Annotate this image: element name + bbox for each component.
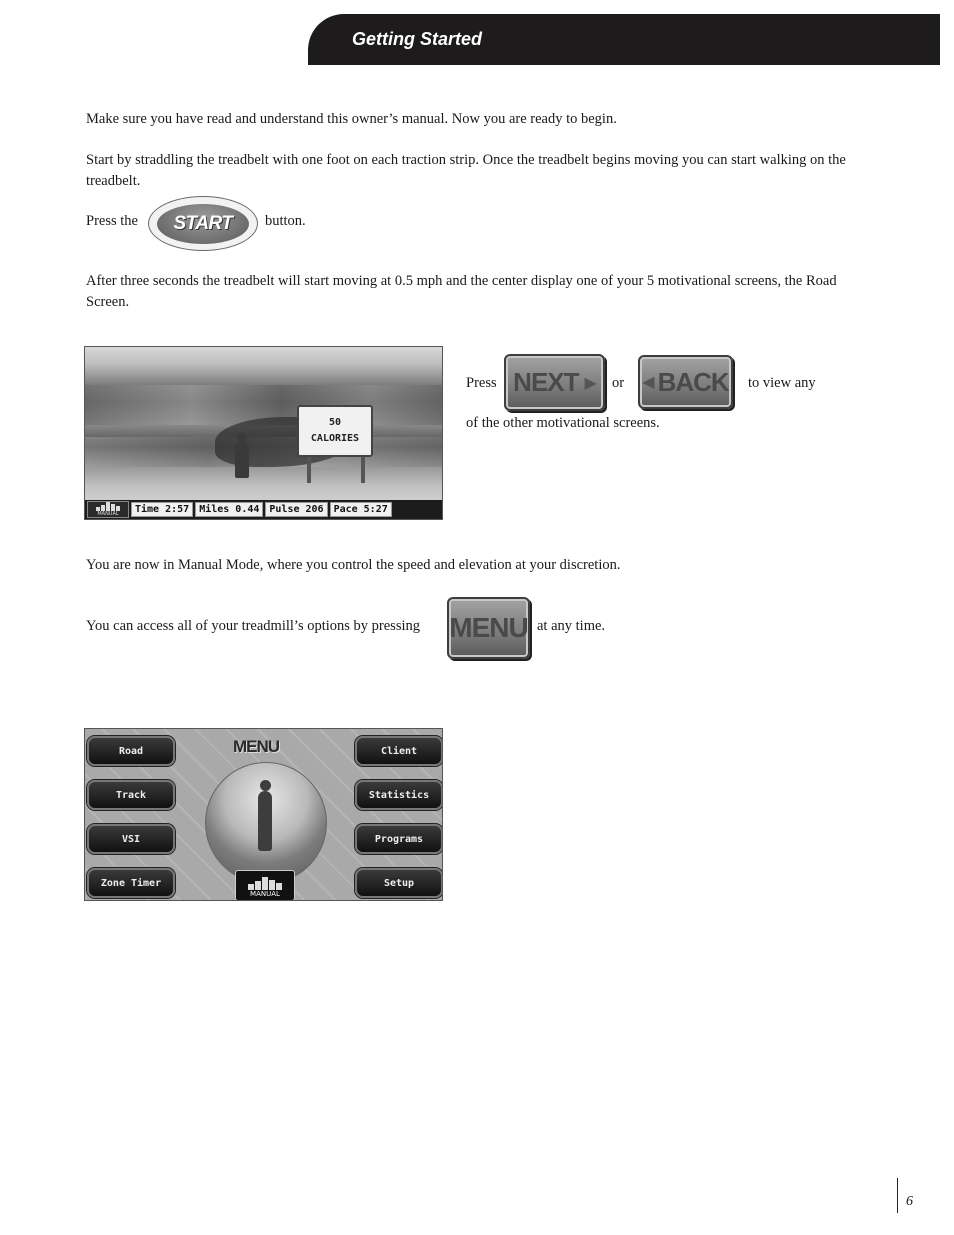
or-text: or: [612, 375, 625, 391]
walker-figure: [258, 791, 272, 851]
calories-value: 50: [328, 417, 342, 428]
stat-pulse: Pulse 206: [265, 502, 327, 517]
stat-pace: Pace 5:27: [330, 502, 392, 517]
menu-programs-button[interactable]: Programs: [355, 824, 443, 854]
menu-circle-image: [205, 762, 327, 884]
runner-figure: [235, 442, 249, 478]
back-button-label: BACK: [657, 366, 729, 397]
menu-track-button[interactable]: Track: [87, 780, 175, 810]
at-any-time-text: at any time.: [537, 618, 606, 634]
menu-button-label: MENU: [449, 612, 528, 643]
menu-screen-image: [84, 728, 443, 901]
calories-label: CALORIES: [310, 433, 360, 444]
left-arrow-icon: ◀: [642, 374, 654, 391]
access-options-text: You can access all of your treadmill’s options by pressing: [86, 618, 420, 634]
calories-sign: [297, 405, 373, 457]
press-text: Press: [466, 375, 497, 391]
start-button-label: START: [157, 204, 249, 244]
next-button-label: NEXT: [513, 367, 579, 397]
road-screen-image: [84, 346, 443, 520]
right-arrow-icon: ▶: [584, 374, 596, 392]
back-button[interactable]: [638, 355, 733, 409]
menu-setup-button[interactable]: Setup: [355, 868, 443, 898]
stat-miles: Miles 0.44: [195, 502, 263, 517]
menu-zone-timer-button[interactable]: Zone Timer: [87, 868, 175, 898]
intro-paragraph: Make sure you have read and understand this owner’s manual. Now you are ready to begin.: [86, 111, 617, 127]
menu-statistics-button[interactable]: Statistics: [355, 780, 443, 810]
section-header: [308, 14, 940, 65]
button-text: button.: [265, 213, 306, 229]
next-button[interactable]: [504, 354, 605, 411]
menu-screen-title: MENU: [233, 737, 280, 756]
stat-time: Time 2:57: [131, 502, 193, 517]
section-title: Getting Started: [352, 29, 483, 49]
manual-mode-badge: MANUAL: [87, 501, 129, 518]
manual-mode-paragraph: You are now in Manual Mode, where you control the speed and elevation at your discretion.: [86, 557, 621, 573]
page-number: 6: [906, 1194, 913, 1209]
page-number-divider: [897, 1178, 898, 1213]
press-the-text: Press the: [86, 213, 138, 229]
status-bar: [85, 500, 442, 519]
menu-vsi-button[interactable]: VSI: [87, 824, 175, 854]
start-button[interactable]: [148, 196, 258, 251]
motivational-screens-text: of the other motivational screens.: [466, 415, 660, 431]
menu-client-button[interactable]: Client: [355, 736, 443, 766]
straddle-paragraph: Start by straddling the treadbelt with one foot on each traction strip. Once the treadbelt begins moving you can start walking on the treadbelt.: [86, 152, 846, 189]
menu-road-button[interactable]: Road: [87, 736, 175, 766]
view-any-text: to view any: [748, 375, 816, 391]
three-seconds-paragraph: After three seconds the treadbelt will start moving at 0.5 mph and the center display one of your 5 motivational screens, the Road Screen.: [86, 273, 837, 310]
menu-button[interactable]: [447, 597, 530, 659]
manual-mode-badge: MANUAL: [235, 870, 295, 901]
